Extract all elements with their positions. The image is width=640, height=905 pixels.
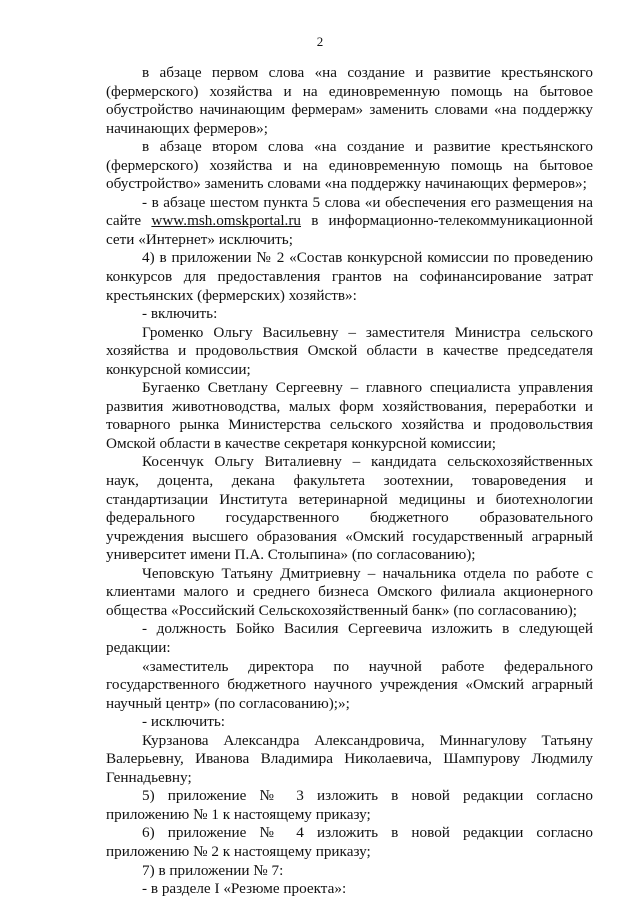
website-link[interactable]: www.msh.omskportal.ru <box>151 212 301 230</box>
paragraph-sixth-abzac <box>106 194 593 250</box>
include-heading: - включить: <box>142 305 218 323</box>
paragraph-first-abzac: в абзаце первом слова «на создание и развитие крестьянского (фермерского) хозяйства и на единовременную помощь на бытовое обустройство начинающим фермерам» заменить словами «на поддержку начинающих фермеров»; <box>106 64 593 137</box>
item-5-appendix-3: 5) приложение № 3 изложить в новой редакции согласно приложению № 1 к настоящему приказу; <box>106 787 593 823</box>
paragraph-sixth-abzac-text-after: в информационно-телекоммуникационной сети «Интернет» исключить; <box>106 212 593 248</box>
page-number: 2 <box>316 34 324 49</box>
member-bugaenko: Бугаенко Светлану Сергеевну – главного специалиста управления развития животноводства, малых форм хозяйствования, переработки и товарного рынка Министерства сельского хозяйства и продовольствия Омской области в качестве секретаря конкурсной комиссии; <box>106 379 593 452</box>
excluded-members: Курзанова Александра Александровича, Миннагулову Татьяну Валерьевну, Иванова Владимира Николаевича, Шампурову Людмилу Геннадьевну; <box>106 731 593 786</box>
item-6-appendix-4: 6) приложение № 4 изложить в новой редакции согласно приложению № 2 к настоящему приказу; <box>106 824 593 860</box>
member-kosenchuk: Косенчук Ольгу Виталиевну – кандидата сельскохозяйственных наук, доцента, декана факультета зоотехнии, товароведения и стандартизации Института ветеринарной медицины и биотехнологии федерального государственного бюджетного образовательного учреждения высшего образования «Омский государственный аграрный университет имени П.А. Столыпина» (по согласованию); <box>106 453 593 564</box>
boyko-position-change: - должность Бойко Василия Сергеевича изложить в следующей редакции: <box>106 620 593 656</box>
boyko-new-position: «заместитель директора по научной работе федерального государственного бюджетного научного учреждения «Омский аграрный научный центр» (по согласованию);»; <box>106 657 593 712</box>
member-chepovskaya: Чеповскую Татьяну Дмитриевну – начальника отдела по работе с клиентами малого и среднего бизнеса Омского филиала акционерного общества «Российский Сельскохозяйственный банк» (по согласованию); <box>106 564 593 619</box>
member-gromenko: Громенко Ольгу Васильевну – заместителя Министра сельского хозяйства и продовольствия Омской области в качестве председателя конкурсной комиссии; <box>106 323 593 378</box>
exclude-heading: - исключить: <box>142 713 225 731</box>
document-body <box>106 64 593 899</box>
section-1-project-summary: - в разделе I «Резюме проекта»: <box>142 880 347 898</box>
item-7-appendix-7: 7) в приложении № 7: <box>142 861 284 879</box>
paragraph-second-abzac: в абзаце втором слова «на создание и развитие крестьянского (фермерского) хозяйства и на единовременную помощь на бытовое обустройство» заменить словами «на поддержку начинающих фермеров»; <box>106 138 593 193</box>
item-4-appendix-2: 4) в приложении № 2 «Состав конкурсной комиссии по проведению конкурсов для предоставления грантов на софинансирование затрат крестьянских (фермерских) хозяйств»: <box>106 249 593 304</box>
paragraph-sixth-abzac-text-before: - в абзаце шестом пункта 5 слова «и обеспечения его размещения на сайте <box>106 193 593 230</box>
